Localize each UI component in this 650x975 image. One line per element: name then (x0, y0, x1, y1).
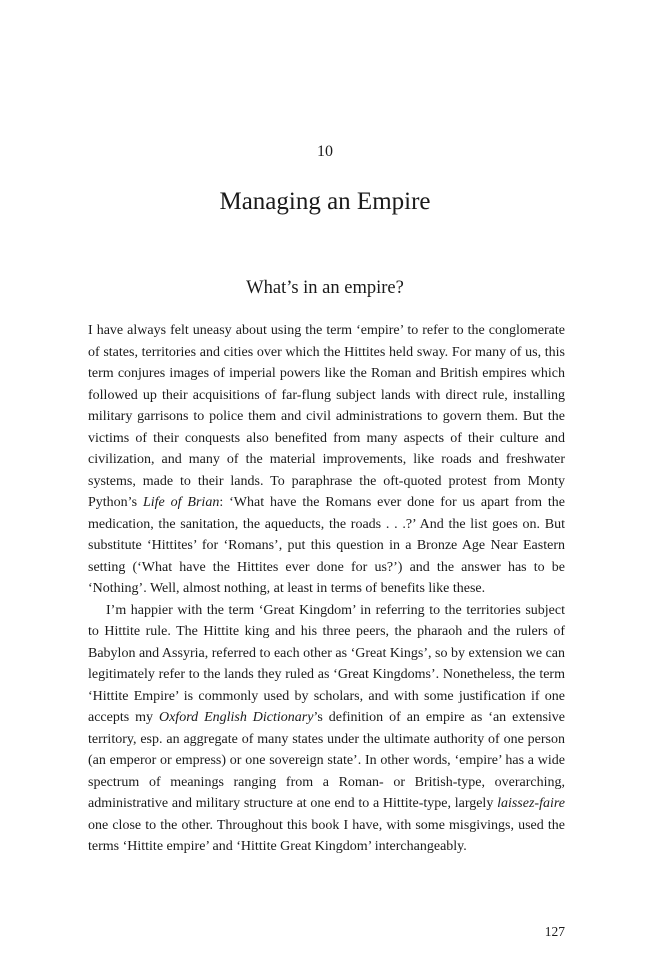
paragraph-1-text-a: I have always felt uneasy about using the term ‘empire’ to refer to the conglomerate of states, territories and cities over which the Hittites held sway. For many of us, this term conjures images of imperial powers like the Roman and British empires which followed up their acquisitions of far-flung subject lands with direct rule, installing military garrisons to police them and civil administrations to govern them. But the victims of their conquests also benefited from many aspects of their culture and civilization, and many of the material improvements, like roads and freshwater systems, made to their lands. To paraphrase the oft-quoted protest from Monty Python’s (88, 323, 565, 510)
paragraph-2 (88, 600, 565, 858)
body-text (88, 320, 565, 858)
chapter-title: Managing an Empire (219, 188, 431, 215)
paragraph-2-title-italic: Oxford English Dictionary (158, 710, 314, 725)
chapter-number: 10 (317, 143, 333, 160)
paragraph-1 (88, 320, 565, 600)
paragraph-2-text-e: one close to the other. Throughout this book I have, with some misgivings, used the terms ‘Hittite empire’ and ‘Hittite Great Kingdom’ interchangeably. (88, 817, 565, 854)
page-number: 127 (544, 924, 565, 939)
paragraph-2-text-a: I’m happier with the term ‘Great Kingdom’ in referring to the territories subject to Hittite rule. The Hittite king and his three peers, the pharaoh and the rulers of Babylon and Assyria, referred to each other as ‘Great Kings’, so by extension we can legitimately refer to the lands they ruled as ‘Great Kingdoms’. Nonetheless, the term ‘Hittite Empire’ is commonly used by scholars, and with some justification if one accepts my (88, 602, 565, 725)
paragraph-2-term-italic: laissez-faire (497, 796, 565, 811)
paragraph-1-text-c: : ‘What have the Romans ever done for us apart from the medication, the sanitation, the aqueducts, the roads . . .?’ And the list goes on. But substitute ‘Hittites’ for ‘Romans’, put this question in a Bronze Age Near Eastern setting (‘What have the Hittites ever done for us?’) and the answer has to be ‘Nothing’. Well, almost nothing, at least in terms of benefits like these. (88, 495, 566, 596)
paragraph-2-text-c: ’s definition of an empire as ‘an extensive territory, esp. an aggregate of many states under the ultimate authority of one person (an emperor or empress) or one sovereign state’. In other words, ‘empire’ has a wide spectrum of meanings ranging from a Roman- or British-type, overarching, administrative and military structure at one end to a Hittite-type, largely (88, 710, 565, 811)
paragraph-1-title-italic: Life of Brian (142, 495, 220, 510)
section-heading: What’s in an empire? (246, 278, 404, 298)
